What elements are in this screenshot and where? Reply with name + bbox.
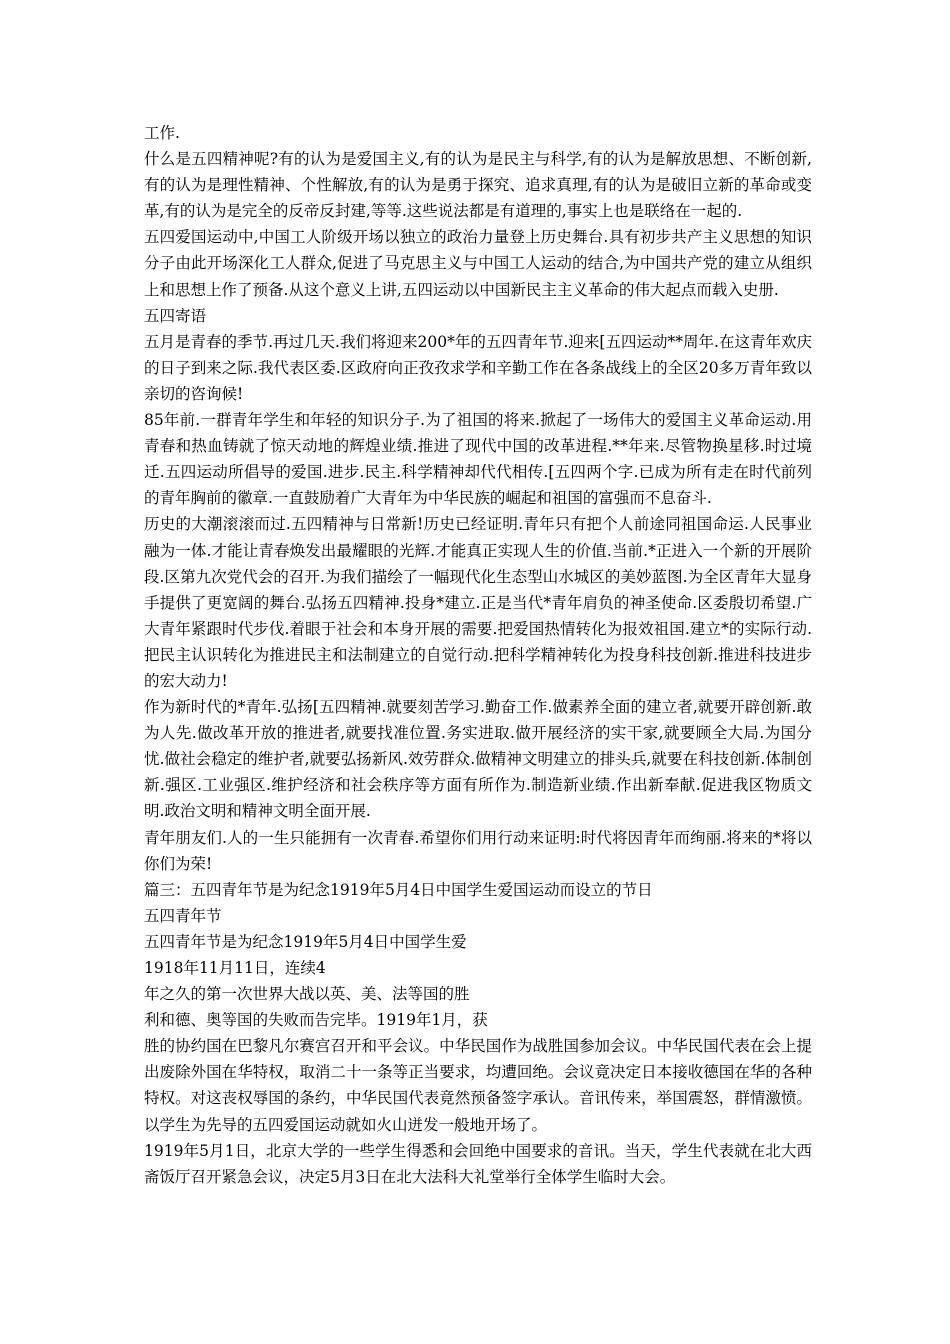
paragraph-young-friends: 青年朋友们.人的一生只能拥有一次青春.希望你们用行动来证明:时代将因青年而绚丽.将来的*将以你们为荣! [144, 828, 812, 873]
section-heading-youth-day: 五四青年节 [144, 906, 222, 925]
paragraph-tide-of-history: 历史的大潮滚滚而过.五四精神与日常新!历史已经证明.青年只有把个人前途同祖国命运.人民事业融为一体.才能让青春焕发出最耀眼的光辉.才能真正实现人生的价值.当前.*正进入一个新的开展阶段.区第九次党代会的召开.为我们描绘了一幅现代化生态型山水城区的美妙蓝图.为全区青年大显身手提供了更宽阔的舞台.弘扬五四精神.投身*建立.正是当代*青年肩负的神圣使命.区委殷切希望.广大青年紧跟时代步伐.着眼于社会和本身开展的需要.把爱国热情转化为报效祖国.建立*的实际行动.把民主认识转化为推进民主和法制建立的自觉行动.把科学精神转化为投身科技创新.推进科技进步的宏大动力! [144, 515, 812, 690]
document-page [144, 120, 812, 1190]
paragraph-defeat-line: 利和德、奥等国的失败而告完毕。1919年1月，获 [144, 1011, 488, 1030]
paragraph-may-youth-season: 五月是青春的季节.再过几天.我们将迎来200*年的五四青年节.迎来[五四运动**周年.在这青年欢庆的日子到来之际.我代表区委.区政府向正孜孜求学和辛勤工作在各条战线上的全区20多万青年致以亲切的咨询候! [144, 332, 812, 403]
section-heading-may-fourth-message: 五四寄语 [144, 306, 207, 325]
paragraph-youth-day-intro: 五四青年节是为纪念1919年5月4日中国学生爱 [144, 932, 467, 951]
paragraph-1918-line: 1918年11月11日，连续4 [144, 959, 326, 977]
paragraph-what-is-may-fourth-spirit: 什么是五四精神呢?有的认为是爱国主义,有的认为是民主与科学,有的认为是解放思想、不断创新,有的认为是理性精神、个性解放,有的认为是勇于探究、追求真理,有的认为是破旧立新的革命或变革,有的认为是完全的反帝反封建,等等.这些说法都是有道理的,事实上也是联络在一起的. [144, 150, 812, 221]
paragraph-85-years-ago: 85年前.一群青年学生和年轻的知识分子.为了祖国的将来.掀起了一场伟大的爱国主义革命运动.用青春和热血铸就了惊天动地的辉煌业绩.推进了现代中国的改革进程.**年来.尽管物换星移.时过境迁.五四运动所倡导的爱国.进步.民主.科学精神却代代相传.[五四两个字.已成为所有走在时代前列的青年胸前的徽章.一直鼓励着广大青年为中华民族的崛起和祖国的富强而不息奋斗. [144, 411, 812, 508]
paragraph-working-class: 五四爱国运动中,中国工人阶级开场以独立的政治力量登上历史舞台.具有初步共产主义思想的知识分子由此开场深化工人群众,促进了马克思主义与中国工人运动的结合,为中国共产党的建立从组织上和思想上作了预备.从这个意义上讲,五四运动以中国新民主主义革命的伟大起点而载入史册. [144, 228, 812, 299]
paragraph-paris-peace-conference: 胜的协约国在巴黎凡尔赛宫召开和平会议。中华民国作为战胜国参加会议。中华民国代表在会上提出废除外国在华特权，取消二十一条等正当要求，均遭回绝。会议竟决定日本接收德国在华的各种特权。对这丧权辱国的条约，中华民国代表竟然预备签字承认。音讯传来，举国震怒，群情激愤。以学生为先导的五四爱国运动就如火山迸发一般地开场了。 [144, 1037, 812, 1134]
paragraph-new-era-youth: 作为新时代的*青年.弘扬[五四精神.就要刻苦学习.勤奋工作.做素养全面的建立者,就要开辟创新.敢为人先.做改革开放的推进者,就要找准位置.务实进取.做开展经济的实干家,就要顾全大局.为国分忧.做社会稳定的维护者,就要弘扬新风.效劳群众.做精神文明建立的排头兵,就要在科技创新.体制创新.强区.工业强区.维护经济和社会秩序等方面有所作为.制造新业绩.作出新奉献.促进我区物质文明.政治文明和精神文明全面开展. [144, 698, 812, 821]
paragraph-world-war-line: 年之久的第一次世界大战以英、美、法等国的胜 [144, 985, 470, 1004]
paragraph-may-first-1919: 1919年5月1日，北京大学的一些学生得悉和会回绝中国要求的音讯。当天，学生代表就在北大西斋饭厅召开紧急会议，决定5月3日在北大法科大礼堂举行全体学生临时大会。 [144, 1141, 812, 1186]
chapter-three-title: 篇三：五四青年节是为纪念1919年5月4日中国学生爱国运动而设立的节日 [144, 880, 653, 899]
paragraph-work-ending: 工作. [144, 124, 180, 142]
